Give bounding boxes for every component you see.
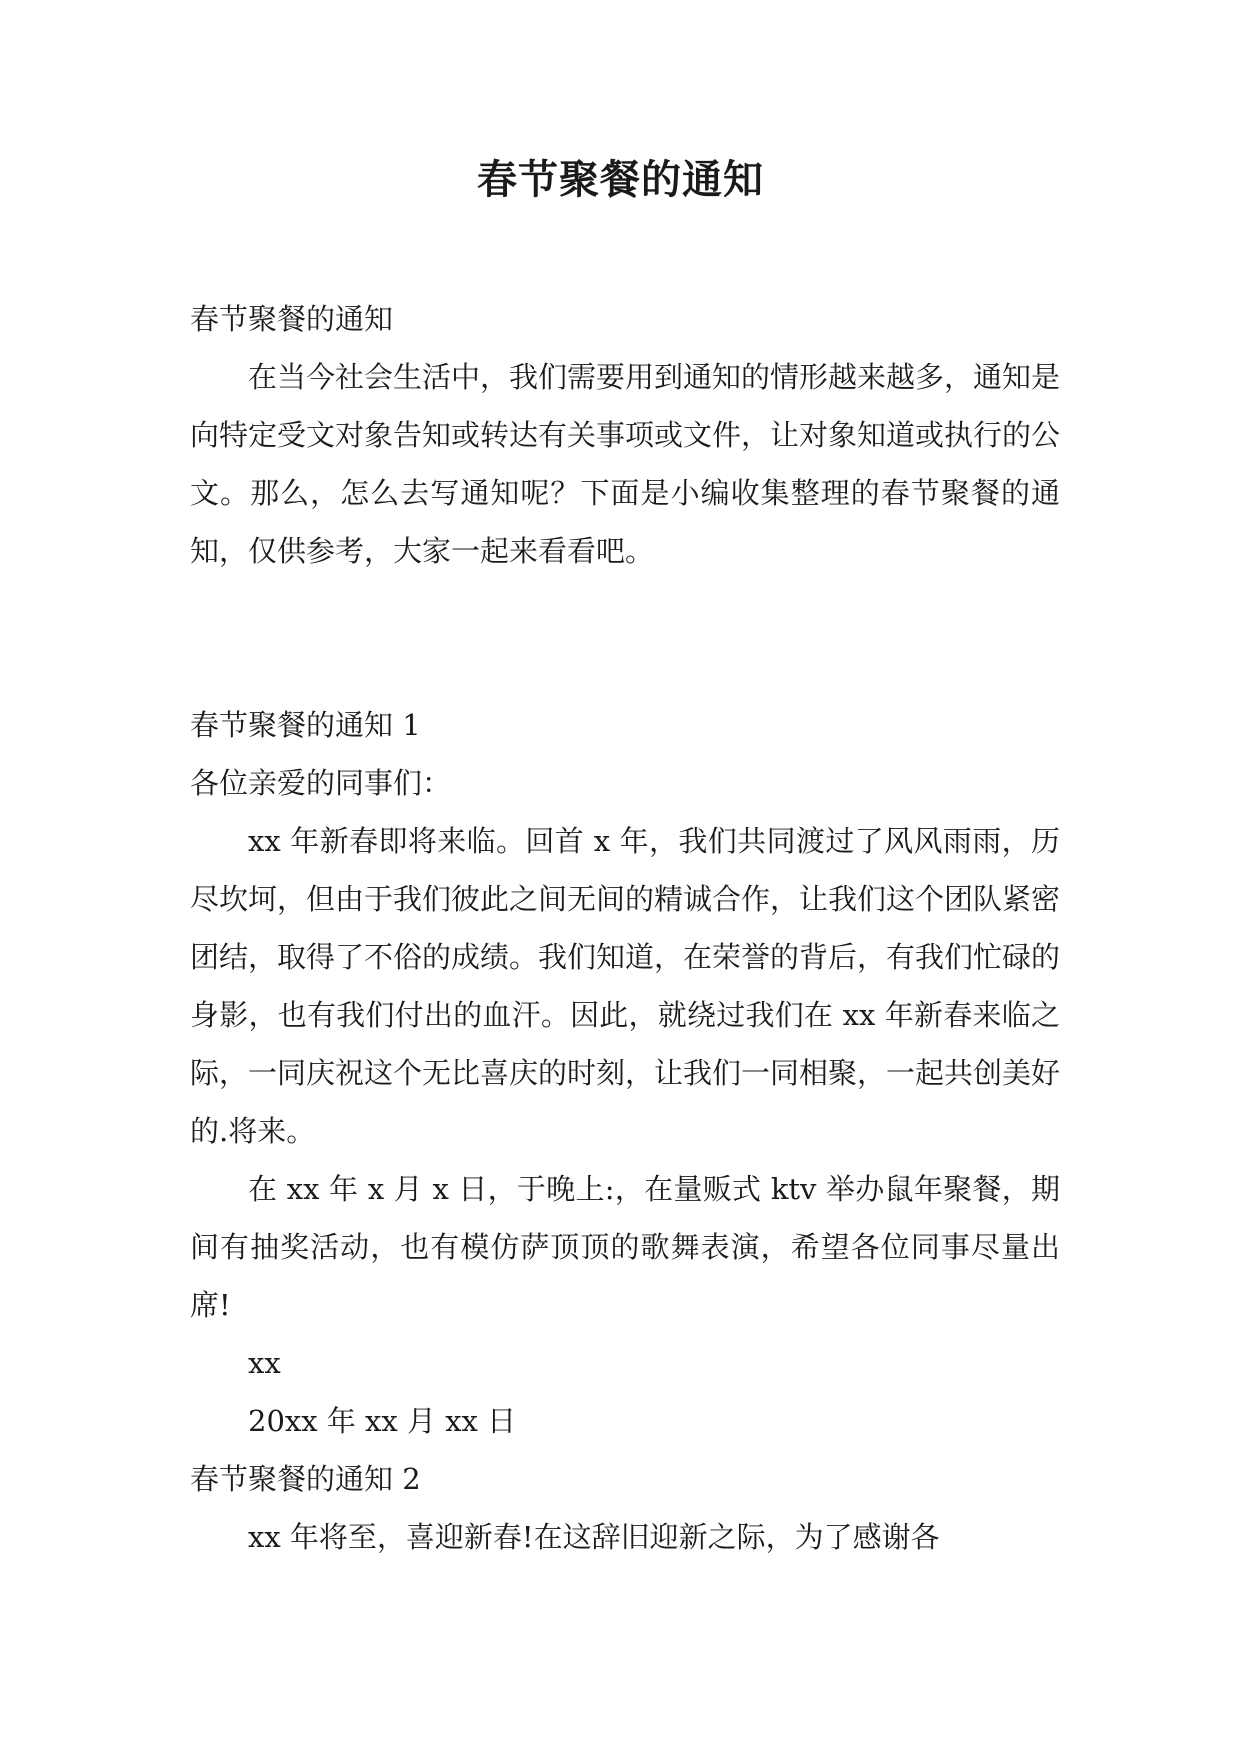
section-2-paragraph-1: xx 年将至，喜迎新春!在这辞旧迎新之际，为了感谢各 [248, 1520, 940, 1554]
subtitle: 春节聚餐的通知 [190, 302, 394, 336]
document-body [190, 290, 1060, 1566]
section-1-heading: 春节聚餐的通知 1 [190, 708, 421, 742]
section-spacer [190, 580, 1060, 696]
salutation: 各位亲爱的同事们： [190, 766, 452, 800]
document-title: 春节聚餐的通知 [477, 156, 764, 203]
date-line: 20xx 年 xx 月 xx 日 [248, 1404, 517, 1438]
section-2-heading: 春节聚餐的通知 2 [190, 1462, 421, 1496]
section-1-paragraph-1: xx 年新春即将来临。回首 x 年，我们共同渡过了风风雨雨，历尽坎坷，但由于我们彼此之间无间的精诚合作，让我们这个团队紧密团结，取得了不俗的成绩。我们知道，在荣誉的背后，有我们忙碌的身影，也有我们付出的血汗。因此，就绕过我们在 xx 年新春来临之际，一同庆祝这个无比喜庆的时刻，让我们一同相聚，一起共创美好的.将来。 [190, 824, 1061, 1148]
signature: xx [248, 1346, 281, 1380]
intro-paragraph: 在当今社会生活中，我们需要用到通知的情形越来越多，通知是向特定受文对象告知或转达有关事项或文件，让对象知道或执行的公文。那么，怎么去写通知呢？下面是小编收集整理的春节聚餐的通知，仅供参考，大家一起来看看吧。 [190, 360, 1061, 568]
section-1-paragraph-2: 在 xx 年 x 月 x 日，于晚上:，在量贩式 ktv 举办鼠年聚餐，期间有抽奖活动，也有模仿萨顶顶的歌舞表演，希望各位同事尽量出席! [190, 1172, 1060, 1322]
